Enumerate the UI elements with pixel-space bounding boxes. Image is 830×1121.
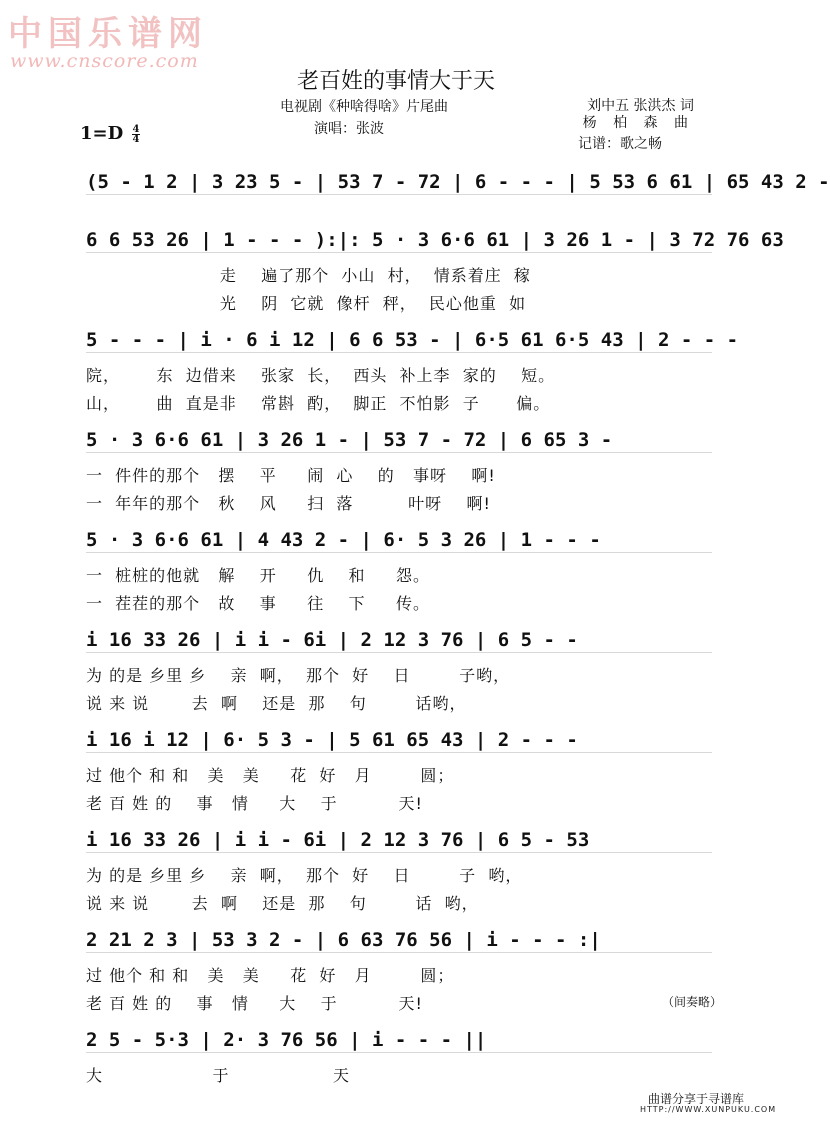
lyric-line: 一 桩桩的他就 解 开 仇 和 怨。 [86, 566, 430, 585]
lyric-line: 山， 曲 直是非 常斟 酌， 脚正 不怕影 子 偏。 [86, 394, 551, 413]
score-system [86, 1018, 712, 1090]
notation-line: 2 21 2 3 | 53 3 2 - | 6 63 76 56 | i - - - :| [86, 918, 712, 962]
notation-line: 6 6 53 26 | 1 - - - ):|: 5 · 3 6·6 61 | 3 26 1 - | 3 72 76 63 [86, 218, 712, 262]
song-subtitle: 电视剧《种啥得啥》片尾曲 [280, 99, 448, 115]
time-signature [132, 125, 141, 144]
lyric-line: 院， 东 边借来 张家 长， 西头 补上李 家的 短。 [86, 366, 556, 385]
score-system [86, 718, 712, 818]
watermark-url: www.cnscore.com [10, 50, 199, 72]
lyricist-credit: 刘中五 张洪杰 词 [587, 98, 694, 114]
score [86, 160, 830, 1090]
notation-line: 5 · 3 6·6 61 | 3 26 1 - | 53 7 - 72 | 6 65 3 - [86, 418, 712, 462]
lyric-line: 大 于 天 [86, 1066, 351, 1085]
notation-line: i 16 i 12 | 6· 5 3 - | 5 61 65 43 | 2 - - - [86, 718, 712, 762]
score-system [86, 818, 712, 918]
score-system [86, 418, 712, 518]
lyric-line: 老 百 姓 的 事 情 大 于 天! [86, 794, 423, 813]
key-label: 1=D [80, 123, 124, 144]
score-system [86, 518, 712, 618]
score-system [86, 318, 739, 418]
notation-line: i 16 33 26 | i i - 6i | 2 12 3 76 | 6 5 - 53 [86, 818, 712, 862]
lyric-line: 过 他个 和 和 美 美 花 好 月 圆； [86, 966, 455, 985]
notation-line: (5 - 1 2 | 3 23 5 - | 53 7 - 72 | 6 - - - | 5 53 6 61 | 65 43 2 - [86, 160, 712, 204]
notation-line: 5 - - - | i · 6 i 12 | 6 6 53 - | 6·5 61 6·5 43 | 2 - - - [86, 318, 712, 362]
notation-line: 2 5 - 5·3 | 2· 3 76 56 | i - - - || [86, 1018, 712, 1062]
key-signature [80, 123, 140, 144]
lyric-line: 一 年年的那个 秋 风 扫 落 叶呀 啊! [86, 494, 491, 513]
interlude-note: （间奏略） [661, 995, 722, 1009]
lyric-line: 一 件件的那个 摆 平 闹 心 的 事呀 啊! [86, 466, 496, 485]
lyric-line: 为 的是 乡里 乡 亲 啊， 那个 好 日 子哟， [86, 666, 511, 685]
watermark-logo: 中国乐谱网 [8, 14, 208, 54]
lyric-line: 过 他个 和 和 美 美 花 好 月 圆； [86, 766, 455, 785]
score-system [86, 218, 784, 318]
notation-line: i 16 33 26 | i i - 6i | 2 12 3 76 | 6 5 - - [86, 618, 712, 662]
time-signature-top: 4 [132, 123, 140, 135]
score-system [86, 618, 712, 718]
footer-url[interactable]: HTTP://WWW.XUNPUKU.COM [640, 1105, 777, 1114]
lyric-line: 说 来 说 去 啊 还是 那 句 话哟， [86, 694, 467, 713]
score-system [86, 918, 722, 1018]
lyric-line: 一 茬茬的那个 故 事 往 下 传。 [86, 594, 430, 613]
singer-credit: 演唱：张波 [314, 121, 384, 137]
score-system [86, 160, 830, 218]
lyric-line: 说 来 说 去 啊 还是 那 句 话 哟， [86, 894, 479, 913]
time-signature-bottom: 4 [132, 133, 140, 145]
notation-line: 5 · 3 6·6 61 | 4 43 2 - | 6· 5 3 26 | 1 - - - [86, 518, 712, 562]
lyric-line: 为 的是 乡里 乡 亲 啊， 那个 好 日 子 哟， [86, 866, 523, 885]
lyric-line: 光 阴 它就 像杆 秤， 民心他重 如 [86, 294, 527, 313]
lyric-line: 老 百 姓 的 事 情 大 于 天! [86, 994, 423, 1013]
composer-credit: 杨 柏 森 曲 [582, 115, 694, 131]
song-title: 老百姓的事情大于天 [296, 69, 495, 94]
lyric-line: 走 遍了那个 小山 村， 情系着庄 稼 [86, 266, 531, 285]
footer-share-text: 曲谱分享于寻谱库 [648, 1092, 745, 1106]
notator-credit: 记谱：歌之畅 [578, 136, 662, 152]
